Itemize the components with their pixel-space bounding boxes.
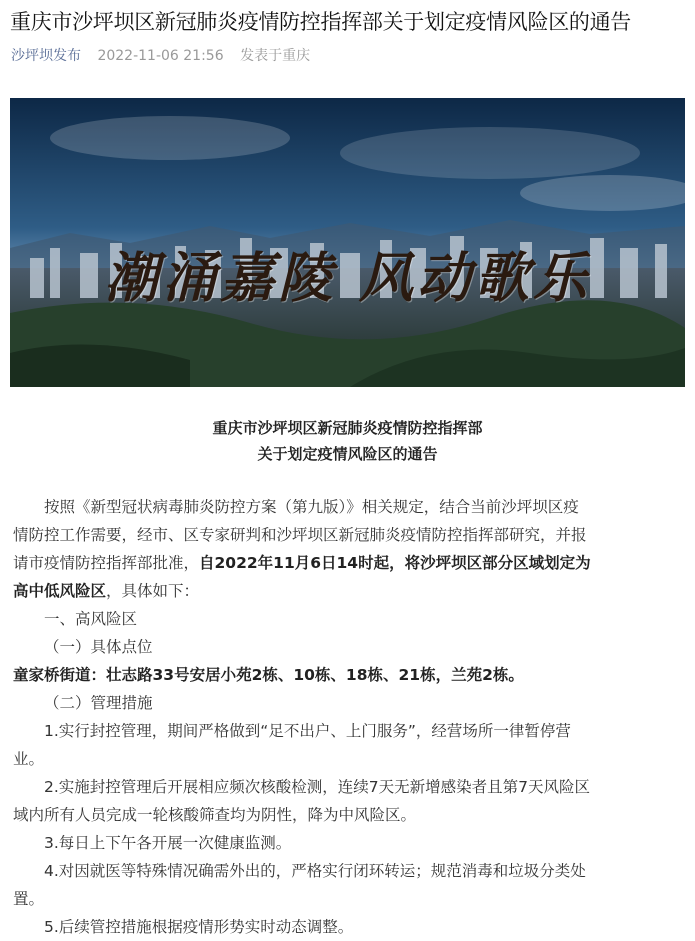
intro-line4-text: ，具体如下： [106, 582, 200, 600]
author-link[interactable]: 沙坪坝发布 [11, 48, 81, 64]
intro-line2: 情防控工作需要，经市、区专家研判和沙坪坝区新冠肺炎疫情防控指挥部研究，并报 [13, 526, 587, 544]
measure-2-line2: 域内所有人员完成一轮核酸筛查均为阴性，降为中风险区。 [13, 806, 417, 824]
banner-image [10, 98, 685, 387]
intro-line3 [13, 549, 683, 577]
measure-1-line2: 业。 [13, 750, 45, 768]
notice-heading-line1: 重庆市沙坪坝区新冠肺炎疫情防控指挥部 [212, 419, 483, 437]
measure-1-line1: 1.实行封控管理，期间严格做到“足不出户、上门服务”，经营场所一律暂停营 [44, 722, 571, 740]
intro-line1: 按照《新型冠状病毒肺炎防控方案（第九版）》相关规定，结合当前沙坪坝区疫 [44, 498, 579, 516]
section-high-risk: 一、高风险区 [44, 610, 138, 628]
subsection-locations: （一）具体点位 [44, 638, 153, 656]
measure-4-line2: 置。 [13, 890, 45, 908]
measure-2-line1: 2.实施封控管理后开展相应频次核酸检测，连续7天无新增感染者且第7天风险区 [44, 778, 591, 796]
intro-effective-time: 自2022年11月6日14时起，将沙坪坝区部分区域划定为 [199, 554, 591, 572]
high-risk-location: 童家桥街道：壮志路33号安居小苑2栋、10栋、18栋、21栋，兰苑2栋。 [13, 666, 524, 684]
publish-datetime: 2022-11-06 21:56 [97, 48, 224, 64]
intro-line4 [13, 577, 683, 605]
measure-3: 3.每日上下午各开展一次健康监测。 [44, 834, 292, 852]
article-meta [11, 46, 322, 66]
subsection-measures: （二）管理措施 [44, 694, 153, 712]
publish-location: 发表于重庆 [240, 48, 311, 64]
measure-5: 5.后续管控措施根据疫情形势实时动态调整。 [44, 918, 354, 936]
banner-slogan: 潮涌嘉陵 风动歌乐 [104, 245, 591, 310]
intro-line3-text: 请市疫情防控指挥部批准， [13, 554, 200, 572]
intro-risk-zones: 高中低风险区 [13, 582, 107, 600]
article-title: 重庆市沙坪坝区新冠肺炎疫情防控指挥部关于划定疫情风险区的通告 [10, 10, 631, 34]
measure-4-line1: 4.对因就医等特殊情况确需外出的，严格实行闭环转运；规范消毒和垃圾分类处 [44, 862, 586, 880]
notice-heading-line2: 关于划定疫情风险区的通告 [257, 445, 438, 463]
